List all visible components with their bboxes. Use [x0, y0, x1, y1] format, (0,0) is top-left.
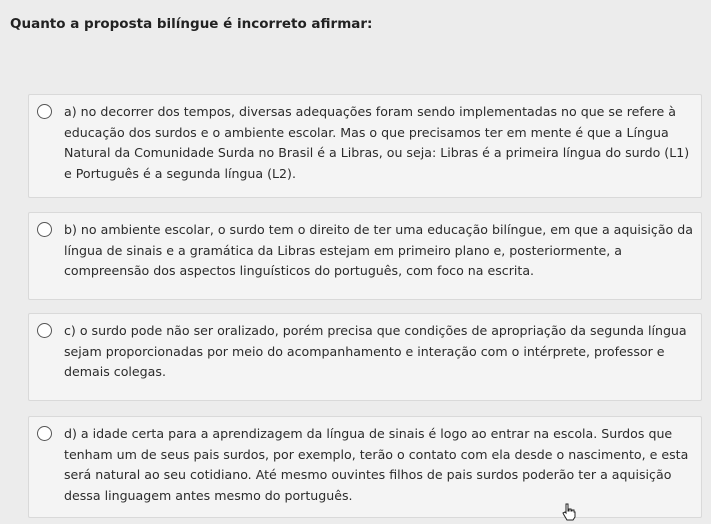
answer-option-d[interactable]: [28, 416, 702, 518]
answer-option-c[interactable]: [28, 313, 702, 401]
radio-unselected-icon[interactable]: [37, 104, 52, 119]
answer-option-c-text: c) o surdo pode não ser oralizado, porém precisa que condições de apropriação da segunda língua sejam proporcionadas por meio do acompanhamento e interação com o intérprete, professor e demais colegas.: [64, 323, 687, 379]
radio-unselected-icon[interactable]: [37, 323, 52, 338]
answer-option-a[interactable]: [28, 94, 702, 198]
radio-unselected-icon[interactable]: [37, 426, 52, 441]
answer-option-b-text: b) no ambiente escolar, o surdo tem o direito de ter uma educação bilíngue, em que a aquisição da língua de sinais e a gramática da Libras estejam em primeiro plano e, posteriormente, a compreensão dos aspectos linguísticos do português, com foco na escrita.: [64, 222, 693, 278]
radio-unselected-icon[interactable]: [37, 222, 52, 237]
answer-option-a-text: a) no decorrer dos tempos, diversas adequações foram sendo implementadas no que se refere à educação dos surdos e o ambiente escolar. Mas o que precisamos ter em mente é que a Língua Natural da Comunidade Surda no Brasil é a Libras, ou seja: Libras é a primeira língua do surdo (L1) e Português é a segunda língua (L2).: [64, 104, 690, 181]
question-title: Quanto a proposta bilíngue é incorreto afirmar:: [10, 16, 373, 32]
answer-option-b[interactable]: [28, 212, 702, 300]
hand-pointer-icon: [562, 503, 576, 521]
answer-option-d-text: d) a idade certa para a aprendizagem da língua de sinais é logo ao entrar na escola. Surdos que tenham um de seus pais surdos, por exemplo, terão o contato com ela desde o nascimento, e esta será natural ao seu cotidiano. Até mesmo ouvintes filhos de pais surdos poderão ter a aquisição dessa linguagem antes mesmo do português.: [64, 426, 689, 503]
